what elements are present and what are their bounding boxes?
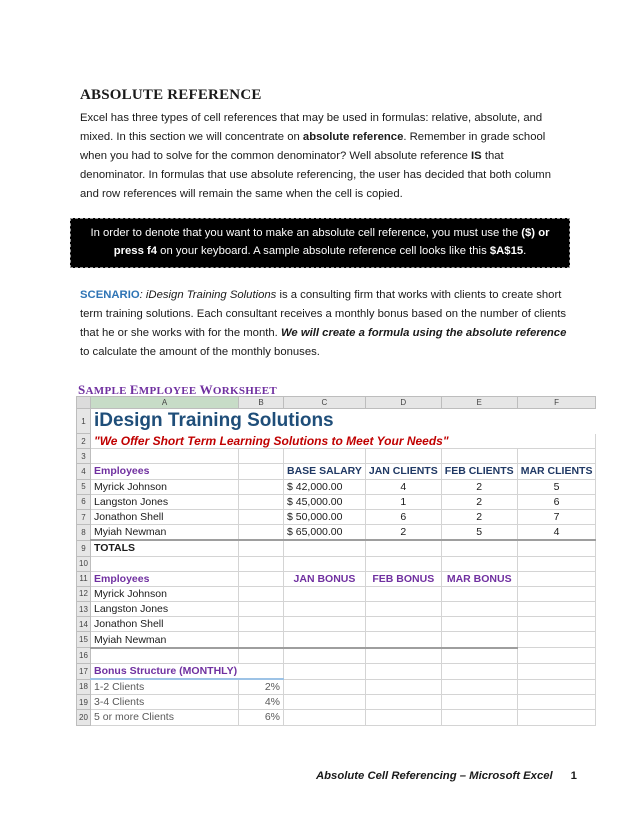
sheet-title: SAMPLE EMPLOYEE WORKSHEET xyxy=(78,382,278,397)
row-16 xyxy=(77,648,596,664)
cell[interactable] xyxy=(365,663,441,679)
cell[interactable] xyxy=(441,449,517,464)
tier-label-cell[interactable]: 3-4 Clients xyxy=(91,695,239,710)
cell[interactable] xyxy=(239,571,284,586)
cell[interactable] xyxy=(517,663,596,679)
cell[interactable] xyxy=(91,648,239,664)
row-number[interactable]: 13 xyxy=(77,602,91,617)
row-12 xyxy=(77,586,596,601)
employee-worksheet xyxy=(76,396,596,726)
row-1 xyxy=(77,409,596,434)
cell[interactable] xyxy=(284,449,366,464)
bonus-name-cell[interactable]: Myiah Newman xyxy=(91,632,239,648)
tier-percent-cell[interactable]: 4% xyxy=(239,695,284,710)
row-19 xyxy=(77,695,596,710)
row-8 xyxy=(77,525,596,541)
row-3 xyxy=(77,449,596,464)
row-number[interactable]: 18 xyxy=(77,679,91,695)
cell[interactable] xyxy=(284,540,366,556)
worksheet-tagline[interactable]: "We Offer Short Term Learning Solutions to Meet Your Needs" xyxy=(91,434,596,449)
cell[interactable] xyxy=(441,695,517,710)
cell[interactable] xyxy=(441,679,517,695)
cell[interactable] xyxy=(441,602,517,617)
feb-clients-cell[interactable]: 2 xyxy=(441,494,517,509)
cell[interactable] xyxy=(517,586,596,601)
cell[interactable] xyxy=(239,464,284,479)
cell[interactable] xyxy=(441,632,517,648)
row-number[interactable]: 4 xyxy=(77,464,91,479)
select-all-corner[interactable] xyxy=(77,397,91,409)
cell[interactable] xyxy=(441,540,517,556)
employee-name-cell[interactable]: Myiah Newman xyxy=(91,525,239,541)
row-number[interactable]: 5 xyxy=(77,479,91,494)
feb-clients-header[interactable]: FEB CLIENTS xyxy=(441,464,517,479)
column-header-f[interactable]: F xyxy=(517,397,596,409)
callout-box: In order to denote that you want to make an absolute cell reference, you must use the ($) or press f4 on your keyboard. A sample absolute reference cell looks like this $A$15. xyxy=(70,218,570,268)
row-20 xyxy=(77,710,596,725)
cell[interactable] xyxy=(365,602,441,617)
row-14 xyxy=(77,617,596,632)
row-number[interactable]: 8 xyxy=(77,525,91,541)
jan-clients-cell[interactable]: 6 xyxy=(365,509,441,524)
bonus-name-cell[interactable]: Langston Jones xyxy=(91,602,239,617)
cell[interactable] xyxy=(441,648,517,664)
cell[interactable] xyxy=(517,540,596,556)
row-number[interactable]: 2 xyxy=(77,434,91,449)
mar-clients-cell[interactable]: 4 xyxy=(517,525,596,541)
cell[interactable] xyxy=(284,648,366,664)
row-number[interactable]: 14 xyxy=(77,617,91,632)
cell[interactable] xyxy=(239,479,284,494)
row-number[interactable]: 10 xyxy=(77,556,91,571)
row-number[interactable]: 19 xyxy=(77,695,91,710)
cell[interactable] xyxy=(239,494,284,509)
cell[interactable] xyxy=(239,449,284,464)
column-header-row xyxy=(77,397,596,409)
salary-cell[interactable]: $ 65,000.00 xyxy=(284,525,366,541)
cell[interactable] xyxy=(517,449,596,464)
column-header-a[interactable]: A xyxy=(91,397,239,409)
cell[interactable] xyxy=(284,586,366,601)
salary-cell[interactable]: $ 50,000.00 xyxy=(284,509,366,524)
cell[interactable] xyxy=(365,586,441,601)
employee-name-cell[interactable]: Jonathon Shell xyxy=(91,509,239,524)
column-header-c[interactable]: C xyxy=(284,397,366,409)
tier-label-cell[interactable]: 5 or more Clients xyxy=(91,710,239,725)
row-number[interactable]: 17 xyxy=(77,663,91,679)
row-13 xyxy=(77,602,596,617)
column-header-e[interactable]: E xyxy=(441,397,517,409)
cell[interactable] xyxy=(365,695,441,710)
cell[interactable] xyxy=(365,710,441,725)
cell[interactable] xyxy=(91,449,239,464)
cell[interactable] xyxy=(284,695,366,710)
cell[interactable] xyxy=(517,695,596,710)
mar-clients-cell[interactable]: 6 xyxy=(517,494,596,509)
row-10 xyxy=(77,556,596,571)
cell[interactable] xyxy=(239,540,284,556)
cell[interactable] xyxy=(517,617,596,632)
cell[interactable] xyxy=(284,663,366,679)
cell[interactable] xyxy=(365,617,441,632)
cell[interactable] xyxy=(517,710,596,725)
salary-cell[interactable]: $ 45,000.00 xyxy=(284,494,366,509)
cell[interactable] xyxy=(284,556,366,571)
bonus-structure-header[interactable]: Bonus Structure (MONTHLY) xyxy=(91,663,284,679)
cell[interactable] xyxy=(239,556,284,571)
scenario-paragraph: SCENARIO: iDesign Training Solutions is a consulting firm that works with clients to create short term training solutions. Each consultant receives a monthly bonus based on the number of clients that he or she works with for the month. We will create a formula using the absolute reference to calculate the amount of the monthly bonuses. xyxy=(80,289,567,358)
worksheet-title[interactable]: iDesign Training Solutions xyxy=(91,409,596,434)
cell[interactable] xyxy=(517,679,596,695)
cell[interactable] xyxy=(284,710,366,725)
jan-clients-header[interactable]: JAN CLIENTS xyxy=(365,464,441,479)
base-salary-header[interactable]: BASE SALARY xyxy=(284,464,366,479)
row-15 xyxy=(77,632,596,648)
cell[interactable] xyxy=(365,556,441,571)
row-number[interactable]: 1 xyxy=(77,409,91,434)
jan-bonus-header[interactable]: JAN BONUS xyxy=(284,571,366,586)
column-header-d[interactable]: D xyxy=(365,397,441,409)
cell[interactable] xyxy=(365,679,441,695)
cell[interactable] xyxy=(239,525,284,541)
row-number[interactable]: 12 xyxy=(77,586,91,601)
bonus-name-cell[interactable]: Myrick Johnson xyxy=(91,586,239,601)
employee-name-cell[interactable]: Langston Jones xyxy=(91,494,239,509)
row-4 xyxy=(77,464,596,479)
cell[interactable] xyxy=(441,663,517,679)
row-number[interactable]: 20 xyxy=(77,710,91,725)
totals-label[interactable]: TOTALS xyxy=(91,540,239,556)
row-2 xyxy=(77,434,596,449)
column-header-b[interactable]: B xyxy=(239,397,284,409)
cell[interactable] xyxy=(284,679,366,695)
salary-cell[interactable]: $ 42,000.00 xyxy=(284,479,366,494)
intro-paragraph: Excel has three types of cell references that may be used in formulas: relative, absolute, and mixed. In this section we will concentrate on absolute reference. Remember in grade school when you had to solve for the common denominator? Well absolute reference IS that denominator. In formulas that use absolute referencing, the user has decided that both column and row references will remain the same when the cell is copied. xyxy=(80,112,551,200)
cell[interactable] xyxy=(284,632,366,648)
bonus-name-cell[interactable]: Jonathon Shell xyxy=(91,617,239,632)
employee-name-cell[interactable]: Myrick Johnson xyxy=(91,479,239,494)
cell[interactable] xyxy=(517,571,596,586)
row-number[interactable]: 16 xyxy=(77,648,91,664)
jan-clients-cell[interactable]: 4 xyxy=(365,479,441,494)
cell[interactable] xyxy=(239,602,284,617)
scenario-label: SCENARIO xyxy=(80,289,140,301)
row-17 xyxy=(77,663,596,679)
cell[interactable] xyxy=(239,648,284,664)
row-18 xyxy=(77,679,596,695)
cell[interactable] xyxy=(441,710,517,725)
tier-label-cell[interactable]: 1-2 Clients xyxy=(91,679,239,695)
row-number[interactable]: 6 xyxy=(77,494,91,509)
page-footer: Absolute Cell Referencing – Microsoft Excel 1 xyxy=(316,770,577,782)
cell[interactable] xyxy=(441,586,517,601)
cell[interactable] xyxy=(239,509,284,524)
cell[interactable] xyxy=(365,449,441,464)
cell[interactable] xyxy=(284,602,366,617)
row-11 xyxy=(77,571,596,586)
jan-clients-cell[interactable]: 2 xyxy=(365,525,441,541)
employees-header[interactable]: Employees xyxy=(91,464,239,479)
row-number[interactable]: 11 xyxy=(77,571,91,586)
cell[interactable] xyxy=(365,540,441,556)
mar-bonus-header[interactable]: MAR BONUS xyxy=(441,571,517,586)
row-9 xyxy=(77,540,596,556)
feb-bonus-header[interactable]: FEB BONUS xyxy=(365,571,441,586)
cell[interactable] xyxy=(365,648,441,664)
cell[interactable] xyxy=(517,556,596,571)
feb-clients-cell[interactable]: 5 xyxy=(441,525,517,541)
cell[interactable] xyxy=(365,632,441,648)
feb-clients-cell[interactable]: 2 xyxy=(441,509,517,524)
mar-clients-cell[interactable]: 5 xyxy=(517,479,596,494)
row-number[interactable]: 15 xyxy=(77,632,91,648)
cell[interactable] xyxy=(239,586,284,601)
bonus-employees-header[interactable]: Employees xyxy=(91,571,239,586)
row-number[interactable]: 7 xyxy=(77,509,91,524)
cell[interactable] xyxy=(284,617,366,632)
row-7 xyxy=(77,509,596,524)
cell[interactable] xyxy=(239,632,284,648)
mar-clients-header[interactable]: MAR CLIENTS xyxy=(517,464,596,479)
page-number: 1 xyxy=(570,770,577,782)
row-5 xyxy=(77,479,596,494)
feb-clients-cell[interactable]: 2 xyxy=(441,479,517,494)
cell[interactable] xyxy=(517,648,596,664)
section-heading: ABSOLUTE REFERENCE xyxy=(80,87,262,103)
cell[interactable] xyxy=(441,556,517,571)
jan-clients-cell[interactable]: 1 xyxy=(365,494,441,509)
mar-clients-cell[interactable]: 7 xyxy=(517,509,596,524)
cell[interactable] xyxy=(91,556,239,571)
tier-percent-cell[interactable]: 6% xyxy=(239,710,284,725)
row-number[interactable]: 9 xyxy=(77,540,91,556)
cell[interactable] xyxy=(239,617,284,632)
cell[interactable] xyxy=(441,617,517,632)
row-number[interactable]: 3 xyxy=(77,449,91,464)
cell[interactable] xyxy=(517,632,596,648)
row-6 xyxy=(77,494,596,509)
company-name: iDesign Training Solutions xyxy=(145,289,277,301)
cell[interactable] xyxy=(517,602,596,617)
tier-percent-cell[interactable]: 2% xyxy=(239,679,284,695)
